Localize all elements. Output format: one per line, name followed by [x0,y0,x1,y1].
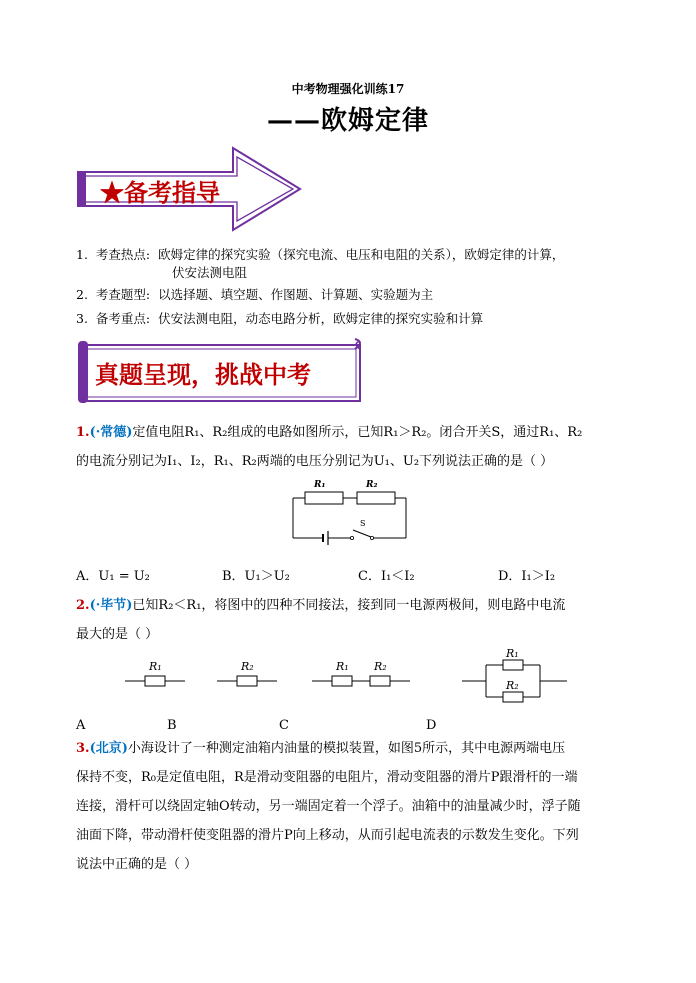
resistor-label: R₁ [149,660,162,673]
question-source: (·毕节) [89,598,133,613]
guide-item-label: 考查题型: [95,287,151,302]
q1-circuit-diagram [288,476,413,550]
figure-a [125,660,185,686]
exam-banner [75,337,370,407]
question-text-line: 最大的是（ ） [76,627,159,642]
question-number: 2. [76,598,90,613]
guide-item-label: 考查热点: [95,247,151,262]
guide-item-text: 伏安法测电阻，动态电路分析，欧姆定律的探究实验和计算 [158,311,484,326]
question-number: 1. [76,425,90,440]
guide-item-label: 备考重点: [95,311,151,326]
question-text-line: 小海设计了一种测定油箱内油量的模拟装置，如图5所示，其中电源两端电压 [127,741,566,756]
guide-item-1 [76,243,564,267]
guide-item-1-continuation: 伏安法测电阻 [172,265,248,280]
guide-item-2 [76,283,433,307]
question-number: 3. [76,741,90,756]
guide-item-3 [76,307,483,331]
switch-label: S [360,519,366,528]
q1-option-b[interactable]: B．U₁＞U₂ [222,569,290,584]
question-source: (北京) [89,741,128,756]
q2-option-a[interactable]: A [76,718,86,733]
resistor-r1 [305,492,343,504]
q2-option-b[interactable]: B [167,718,177,733]
question-text-line: 连接，滑杆可以绕固定轴O转动，另一端固定着一个浮子。油箱中的油量减少时，浮子随 [76,799,581,814]
question-text-line: 已知R₂＜R₁，将图中的四种不同接法，接到同一电源两极间，则电路中电流 [132,598,566,613]
resistor-label: R₁ [336,660,349,673]
guide-banner [75,145,305,233]
guide-item-text: 以选择题、填空题、作图题、计算题、实验题为主 [158,287,434,302]
question-1 [76,418,636,476]
r2-label: R₂ [366,480,378,490]
guide-banner-label: 备考指导 [124,178,220,207]
question-source: (·常德) [89,425,133,440]
guide-item-num: 3. [76,311,88,326]
figure-b [217,660,277,686]
figure-d [462,647,567,702]
q1-option-a[interactable]: A．U₁ = U₂ [76,569,150,584]
exam-banner-label: 真题呈现，挑战中考 [95,360,311,389]
resistor-label: R₂ [374,660,387,673]
star-icon: ★ [100,178,124,207]
question-text-line: 的电流分别记为I₁、I₂，R₁、R₂两端的电压分别记为U₁、U₂下列说法正确的是（ ） [76,454,554,469]
question-3 [76,734,656,879]
q2-option-c[interactable]: C [279,718,289,733]
switch-s [353,530,371,537]
page-subtitle: 中考物理强化训练17 [291,82,405,96]
question-text-line: 说法中正确的是（ ） [76,857,198,872]
question-text-line: 定值电阻R₁、R₂组成的电路如图所示，已知R₁＞R₂。闭合开关S，通过R₁、R₂ [132,425,583,440]
q1-option-d[interactable]: D．I₁＞I₂ [498,569,556,584]
guide-item-num: 1. [76,247,88,262]
q2-circuit-figures [120,647,575,705]
q2-option-d[interactable]: D [426,718,437,733]
question-text-line: 保持不变，R₀是定值电阻，R是滑动变阻器的电阻片，滑动变阻器的滑片P跟滑杆的一端 [76,770,578,785]
r1-label: R₁ [314,480,326,490]
resistor-label: R₂ [241,660,254,673]
figure-c [312,660,410,686]
guide-item-text: 欧姆定律的探究实验（探究电流、电压和电阻的关系），欧姆定律的计算， [158,247,565,262]
q1-option-c[interactable]: C．I₁＜I₂ [358,569,415,584]
page-title: ——欧姆定律 [266,106,429,136]
guide-item-num: 2. [76,287,88,302]
resistor-label: R₁ [506,647,519,660]
resistor-r2 [357,492,395,504]
resistor-label: R₂ [506,679,519,692]
question-2 [76,591,636,649]
question-text-line: 油面下降，带动滑杆使变阻器的滑片P向上移动，从而引起电流表的示数发生变化。下列 [76,828,579,843]
